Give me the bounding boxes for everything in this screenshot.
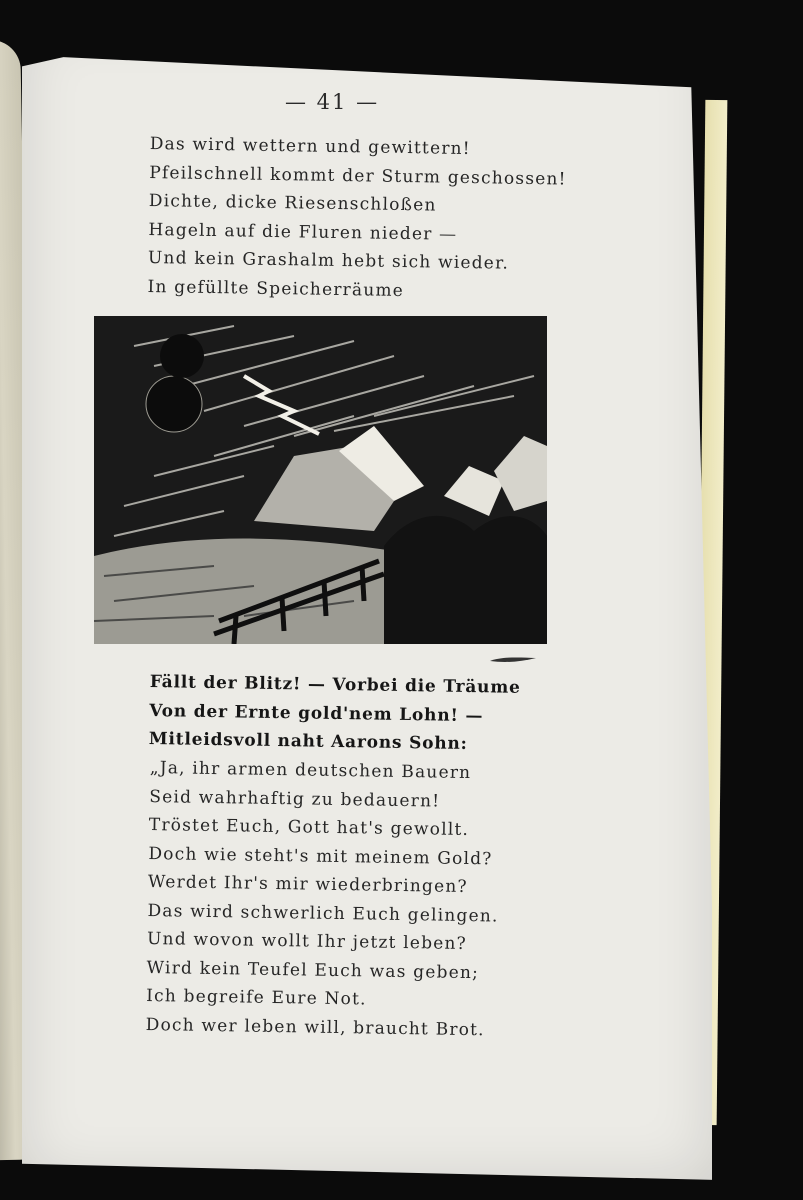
verse-bold — [149, 668, 521, 759]
verse-line: In gefüllte Speicherräume — [147, 276, 405, 301]
verse-line: Doch wie steht's mit meinem Gold? — [148, 843, 493, 869]
verse-line: Und kein Grashalm hebt sich wieder. — [147, 247, 510, 274]
verse-line: Tröstet Euch, Gott hat's gewollt. — [148, 814, 470, 841]
verse-line: Das wird wettern und gewittern! — [149, 133, 471, 160]
verse-line: Doch wer leben will, braucht Brot. — [145, 1014, 485, 1040]
verse-line: Wird kein Teufel Euch was geben; — [146, 957, 480, 983]
verse-line: Ich begreife Eure Not. — [146, 985, 367, 1010]
verse-line: Und wovon wollt Ihr jetzt leben? — [146, 928, 468, 955]
verse-bottom — [146, 754, 502, 1044]
verse-line-bold: Von der Ernte gold'nem Lohn! — — [149, 700, 484, 726]
verse-line: Seid wahrhaftig zu bedauern! — [149, 786, 441, 812]
verse-line: Pfeilschnell kommt der Sturm geschossen! — [149, 162, 567, 190]
verse-line: Das wird schwerlich Euch gelingen. — [147, 900, 499, 926]
verse-line: Werdet Ihr's mir wiederbringen? — [147, 871, 468, 898]
verse-line: „Ja, ihr armen deutschen Bauern — [149, 757, 472, 784]
verse-line-bold: Mitleidsvoll naht Aarons Sohn: — [148, 728, 468, 754]
page-number: — 41 — — [285, 90, 380, 114]
verse-top — [147, 130, 567, 308]
verse-line: Dichte, dicke Riesenschloßen — [148, 190, 437, 216]
storm-woodcut-illustration — [94, 316, 547, 644]
ink-smudge — [490, 655, 536, 665]
verse-line-bold: Fällt der Blitz! — Vorbei die Träume — [149, 671, 521, 698]
verse-line: Hageln auf die Fluren nieder — — [148, 219, 458, 245]
